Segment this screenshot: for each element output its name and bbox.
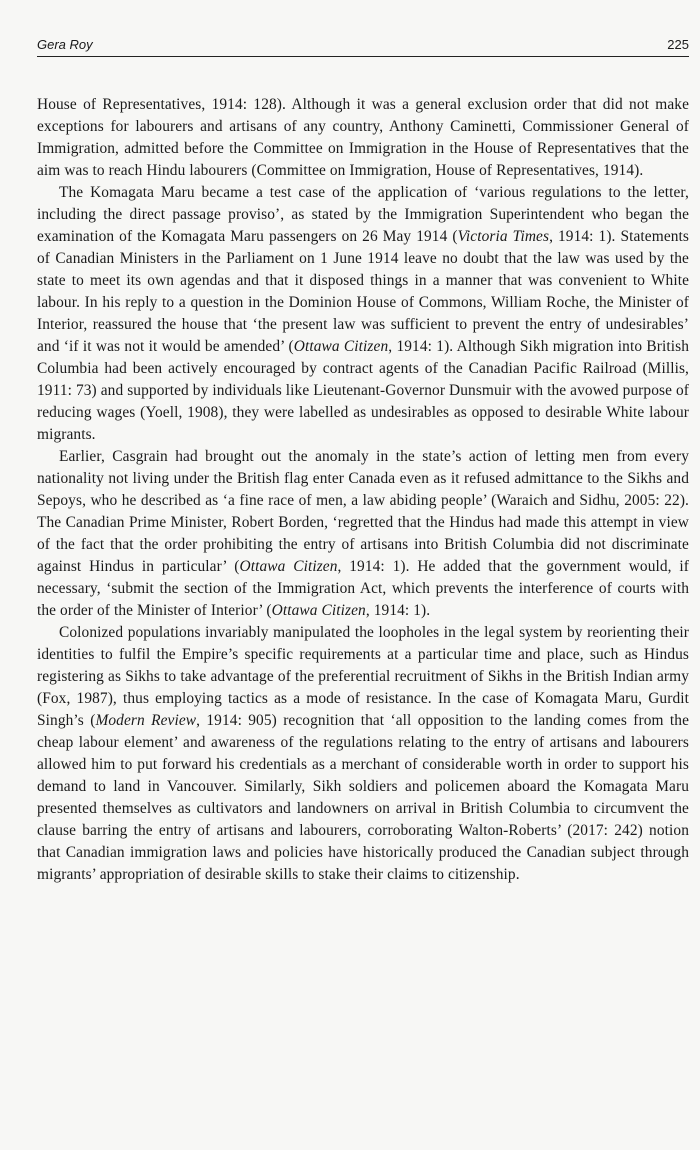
paragraph-text: , 1914: 1). — [365, 602, 431, 619]
paragraph-text: , 1914: 1). Although Sikh migration into British Columbia had been actively encouraged by contract agents of the Canadian Pacific Railroad (Millis, 1911: 73) and supported by individuals like Lieutenant-Governor Dunsmuir with the avowed purpose of reducing wages (Yoell, 1908), they were labelled as undesirables as opposed to desirable White labour migrants. — [37, 338, 690, 443]
running-head-author: Gera Roy — [37, 37, 93, 52]
paragraph-text: The Komagata Maru became a test case of the application of ‘various regulations to the letter, including the direct passage proviso’, as stated by the Immigration Superintendent who began the examination of the Komagata Maru passengers on 26 May 1914 ( — [37, 184, 689, 245]
paragraph-text: Colonized populations invariably manipulated the loopholes in the legal system by reorienting their identities to fulfil the Empire’s specific requirements at a particular time and place, such as Hindus registering as Sikhs to take advantage of the preferential recruitment of Sikhs in the British Indian army (Fox, 1987), thus employing tactics as a mode of resistance. In the case of Komagata Maru, Gurdit Singh’s ( — [37, 624, 689, 729]
citation-title: Victoria Times — [457, 228, 550, 245]
citation-title: Ottawa Citizen — [271, 602, 366, 619]
citation-title: Ottawa Citizen — [293, 338, 389, 355]
paragraph-text: , 1914: 1). Statements of Canadian Ministers in the Parliament on 1 June 1914 leave no doubt that the law was used by the state to meet its own agendas and that it disposed things in a manner that was convenient to White labour. In his reply to a question in the Dominion House of Commons, William Roche, the Minister of Interior, reassured the house that ‘the present law was sufficient to prevent the entry of undesirables’ and ‘if it was not it would be amended’ ( — [37, 228, 690, 355]
page-number: 225 — [667, 37, 689, 52]
paragraph — [37, 94, 689, 182]
paragraph — [37, 446, 689, 622]
paragraph-text: House of Representatives, 1914: 128). Although it was a general exclusion order that did not make exceptions for labourers and artisans of any country, Anthony Caminetti, Commissioner General of Immigration, admitted before the Committee on Immigration in the House of Representatives that the aim was to reach Hindu labourers (Committee on Immigration, House of Representatives, 1914). — [37, 96, 689, 179]
paragraph-text: , 1914: 1). He added that the government would, if necessary, ‘submit the section of the Immigration Act, which prevents the interference of courts with the order of the Minister of Interior’ ( — [37, 558, 690, 619]
citation-title: Ottawa Citizen — [239, 558, 338, 575]
paragraph — [37, 182, 689, 446]
running-head — [37, 34, 689, 57]
paragraph-text: , 1914: 905) recognition that ‘all opposition to the landing comes from the cheap labour element’ and awareness of the regulations relating to the entry of artisans and labourers allowed him to put forward his credentials as a merchant of considerable worth in order to support his demand to land in Vancouver. Similarly, Sikh soldiers and policemen aboard the Komagata Maru presented themselves as cultivators and landowners on arrival in British Columbia to circumvent the clause barring the entry of artisans and labourers, corroborating Walton-Roberts’ (2017: 242) notion that Canadian immigration laws and policies have historically produced the Canadian subject through migrants’ appropriation of desirable skills to stake their claims to citizenship. — [37, 712, 690, 883]
citation-title: Modern Review — [95, 712, 197, 729]
paragraph — [37, 622, 689, 886]
body-text — [37, 94, 689, 886]
paragraph-text: Earlier, Casgrain had brought out the anomaly in the state’s action of letting men from every nationality not living under the British flag enter Canada even as it refused admittance to the Sikhs and Sepoys, who he described as ‘a fine race of men, a law abiding people’ (Waraich and Sidhu, 2005: 22). The Canadian Prime Minister, Robert Borden, ‘regretted that the Hindus had made this attempt in view of the fact that the order prohibiting the entry of artisans into British Columbia did not discriminate against Hindus in particular’ ( — [37, 448, 689, 575]
